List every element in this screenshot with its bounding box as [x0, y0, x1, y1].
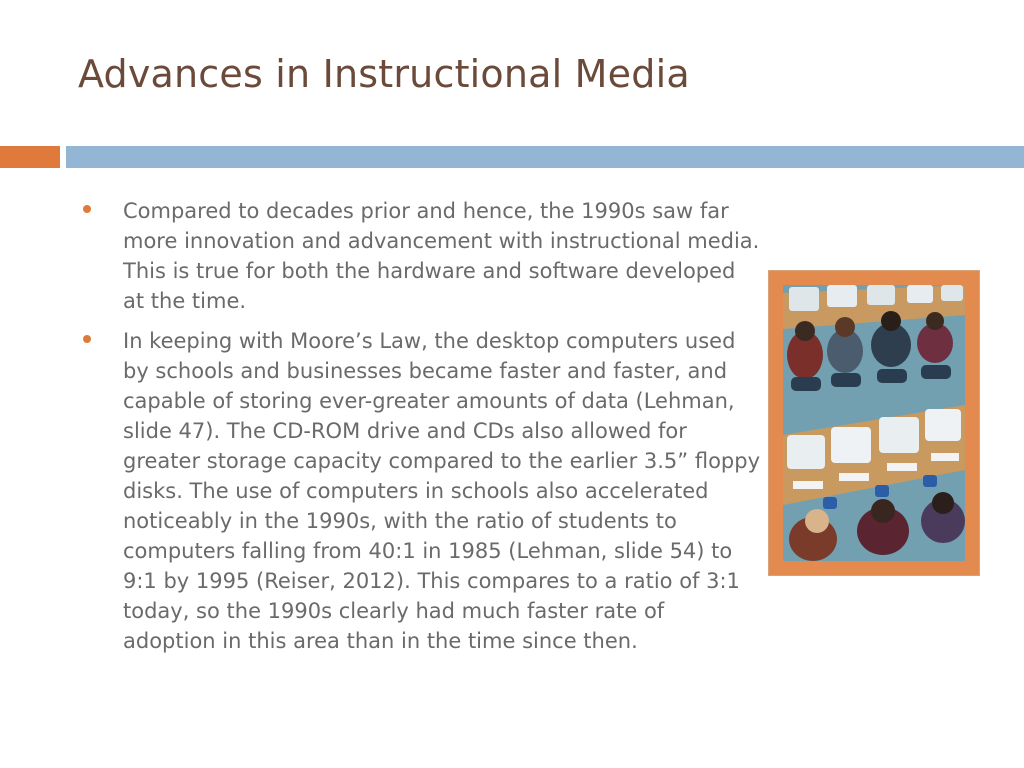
bullet-item [80, 326, 760, 656]
title-accent-bar [0, 146, 60, 168]
bullet-dot-icon [83, 335, 91, 343]
bullet-text: Compared to decades prior and hence, the 1990s saw far more innovation and advancement with instructional media. This is true for both the hardware and software developed at the time. [123, 199, 760, 313]
bullet-text: In keeping with Moore’s Law, the desktop computers used by schools and businesses became faster and faster, and capable of storing ever-greater amounts of data (Lehman, slide 47). The CD-ROM drive and CDs also allowed for greater storage capacity compared to the earlier 3.5” floppy disks. The use of computers in schools also accelerated noticeably in the 1990s, with the ratio of students to computers falling from 40:1 in 1985 (Lehman, slide 54) to 9:1 by 1995 (Reiser, 2012). This compares to a ratio of 3:1 today, so the 1990s clearly had much faster rate of adoption in this area than in the time since then. [123, 329, 761, 653]
slide-title: Advances in Instructional Media [78, 52, 690, 96]
title-divider-bar [66, 146, 1024, 168]
bullet-item [80, 196, 760, 316]
photo-frame [768, 270, 980, 576]
bullet-dot-icon [83, 205, 91, 213]
computer-lab-photo [783, 285, 965, 561]
bullet-list [80, 196, 760, 666]
